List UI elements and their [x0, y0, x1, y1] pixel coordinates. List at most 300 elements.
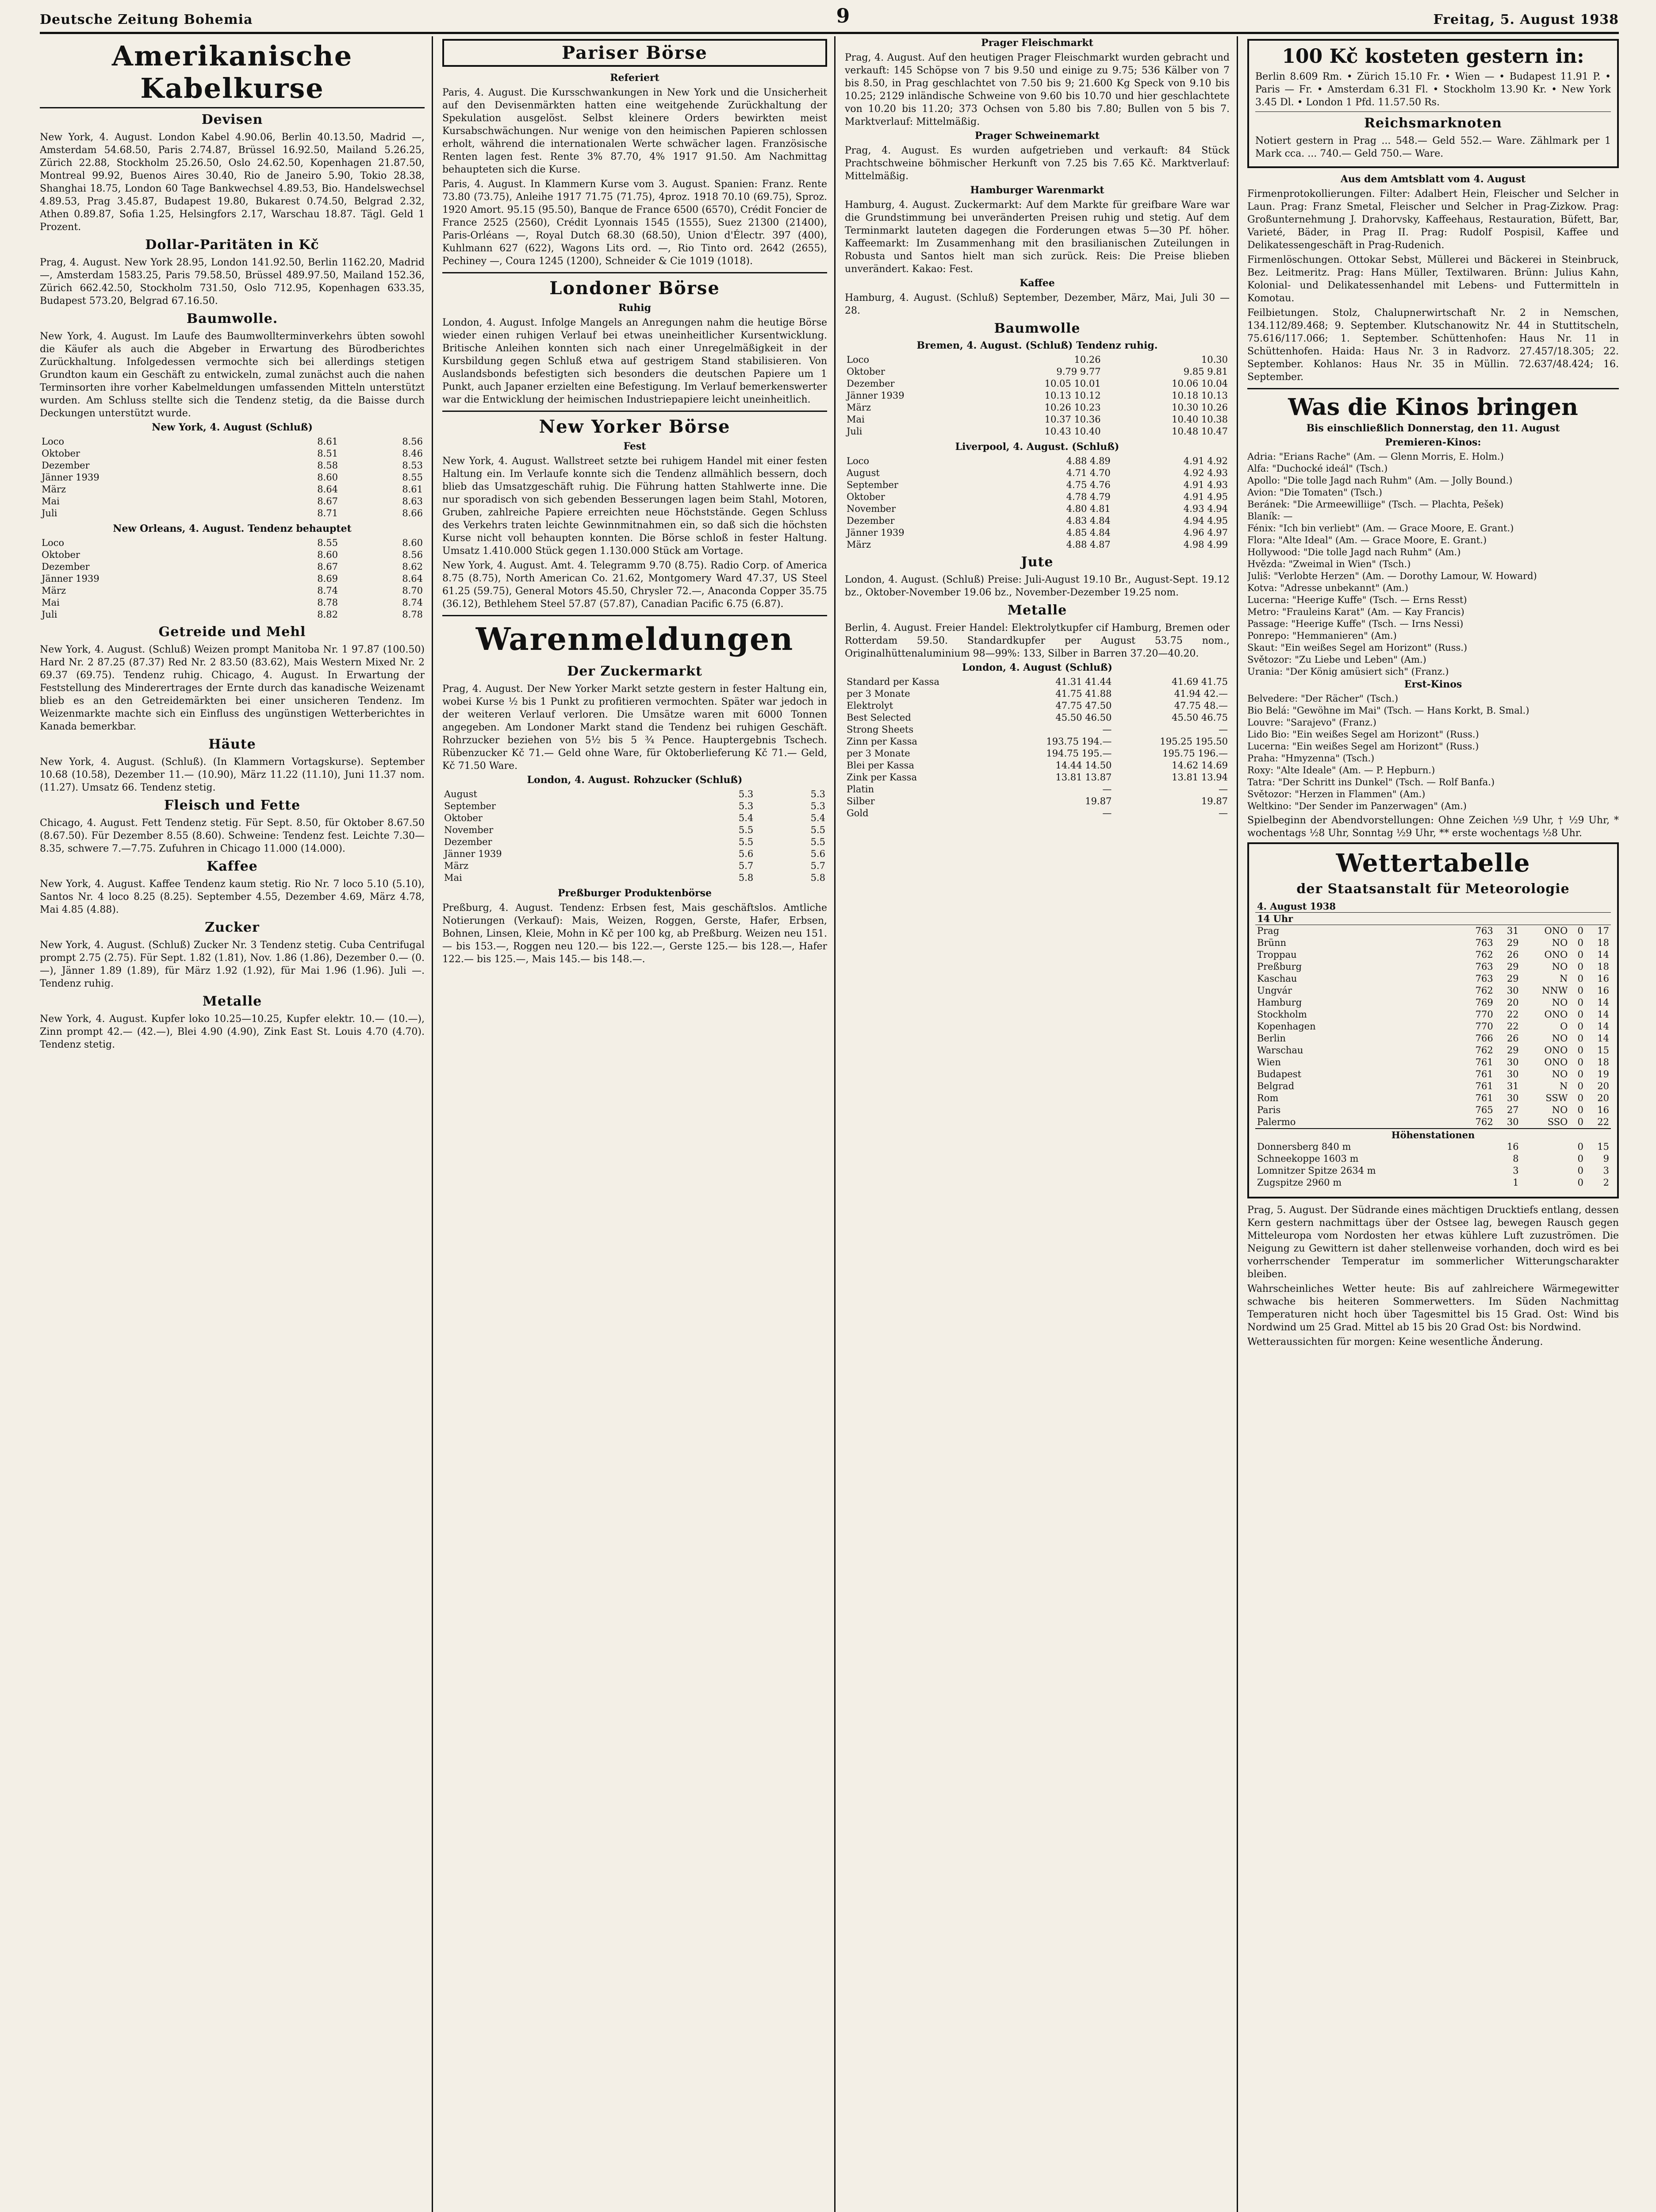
table-cell: O [1560, 1021, 1568, 1032]
table-row [845, 760, 1230, 772]
table-cell: 8.69 [317, 573, 338, 584]
table-cell: Juli [847, 426, 862, 437]
table-cell: Juli [42, 609, 58, 620]
reichsmark-heading: Reichsmarknoten [1364, 115, 1502, 131]
table-cell: Mai [42, 597, 60, 608]
table-cell: 762 [1475, 1045, 1493, 1056]
table-cell: 2 [1603, 1177, 1609, 1188]
table-cell: 8.62 [402, 561, 423, 572]
table-cell: SSO [1547, 1117, 1568, 1127]
table-cell: 30 [1506, 1069, 1519, 1079]
table-cell: 22 [1506, 1009, 1519, 1020]
table-cell: 762 [1475, 949, 1493, 960]
table-cell: 4.83 4.84 [1066, 515, 1111, 526]
table-row [40, 561, 425, 573]
table-cell: 195.25 195.50 [1160, 736, 1228, 747]
table-cell: 4.91 4.95 [1183, 492, 1228, 502]
table-cell: 8.67 [317, 496, 338, 507]
table-cell: November [847, 503, 896, 514]
table-cell: 0 [1577, 1093, 1583, 1103]
table-cell: Preßburg [1257, 961, 1302, 972]
list-item: Alfa: "Duchocké ideál" (Tsch.) [1247, 463, 1388, 474]
table-cell: 5.7 [810, 860, 825, 871]
table-cell: Oktober [444, 813, 483, 823]
divider [442, 411, 827, 412]
table-cell: Oktober [42, 448, 80, 459]
table-cell: 8.55 [317, 538, 338, 548]
table-cell: 0 [1577, 1033, 1583, 1044]
table-cell: — [1219, 724, 1228, 735]
table-cell: August [847, 468, 880, 478]
table-cell: 22 [1597, 1117, 1609, 1127]
column-2 [442, 36, 827, 2212]
table-cell: 1 [1513, 1177, 1519, 1188]
table-row [845, 467, 1230, 479]
table-cell: 4.80 4.81 [1066, 503, 1111, 514]
list-item: Beránek: "Die Armeewilliige" (Tsch. — Plachta, Pešek) [1247, 499, 1504, 510]
column-1 [40, 36, 425, 2212]
table-cell: 10.30 10.26 [1172, 402, 1228, 413]
table-cell: 4.91 4.93 [1183, 480, 1228, 490]
table-row [40, 507, 425, 519]
list-item: Skaut: "Ein weißes Segel am Horizont" (Russ.) [1247, 642, 1468, 653]
table-cell: 5.3 [810, 789, 825, 799]
table-row [442, 800, 827, 812]
table-cell: — [1102, 784, 1112, 795]
table-row [442, 860, 827, 872]
table-row [1255, 1021, 1611, 1033]
table-cell: 0 [1577, 1117, 1583, 1127]
table-row [442, 836, 827, 848]
wetter-time: 14 Uhr [1255, 913, 1459, 925]
table-cell: ONO [1544, 1057, 1568, 1068]
london-rz-table [442, 788, 827, 884]
table-row [1255, 961, 1611, 973]
table-cell: per 3 Monate [847, 748, 910, 759]
table-cell: Jänner 1939 [42, 472, 100, 483]
wetter-table [1255, 900, 1611, 1189]
table-cell: Kopenhagen [1257, 1021, 1316, 1032]
kc-text: Berlin 8.609 Rm. • Zürich 15.10 Fr. • Wien — • Budapest 11.91 P. • Paris — Fr. • Amsterdam 6.31 Fl. • Stockholm 13.90 Kr. • New York 3.45 Dl. • London 1 Pfd. 11.57.50 Rs. [1255, 71, 1611, 108]
table-cell: 22 [1506, 1021, 1519, 1032]
table-cell: ONO [1544, 926, 1568, 936]
table-cell: 47.75 48.— [1174, 700, 1228, 711]
table-row [845, 736, 1230, 748]
list-item: Hvězda: "Zweimal in Wien" (Tsch.) [1247, 559, 1411, 569]
table-cell: Brünn [1257, 937, 1287, 948]
table-cell: 3 [1513, 1165, 1519, 1176]
list-item: Blaník: — [1247, 511, 1293, 522]
list-item: Světozor: "Zu Liebe und Leben" (Am.) [1247, 654, 1426, 665]
table-cell: 4.85 4.84 [1066, 527, 1111, 538]
table-cell: Zugspitze 2960 m [1257, 1177, 1342, 1188]
table-row [845, 783, 1230, 795]
table-row [845, 688, 1230, 700]
hoehen-heading: Höhenstationen [1255, 1129, 1611, 1141]
table-cell: 14.44 14.50 [1055, 760, 1112, 771]
table-cell: 9 [1603, 1153, 1609, 1164]
table-cell: 17 [1597, 926, 1609, 936]
table-cell: 0 [1577, 985, 1583, 996]
table-cell: NO [1552, 961, 1568, 972]
haeute-heading: Häute [208, 737, 256, 752]
kaffee-heading: Kaffee [1020, 277, 1055, 289]
dollar-heading: Dollar-Paritäten in Kč [145, 237, 319, 253]
list-item: Bio Belá: "Gewöhne im Mai" (Tsch. — Hans Korkt, B. Smal.) [1247, 705, 1530, 716]
table-cell: 41.94 42.— [1174, 688, 1228, 699]
table-cell: 770 [1475, 1021, 1493, 1032]
table-row [845, 426, 1230, 438]
list-item: Passage: "Heerige Kuffe" (Tsch. — Irns Nessi) [1247, 618, 1464, 629]
table-cell: Wien [1257, 1057, 1281, 1068]
nyboerse-text-2: New York, 4. August. Amt. 4. Telegramm 9.70 (8.75). Radio Corp. of America 8.75 (8.75), North American Co. 21.62, Montgomery Ward 47.37, US Steel 61.25 (59.75), General Motors 45.50, Chrysler 72.—, Anaconda Copper 35.75 (36.12), Bethlehem Steel 57.87 (57.87), Canadian Pacific 6.75 (6.87). [442, 560, 827, 610]
london-metal-table [845, 676, 1230, 819]
list-item: Weltkino: "Der Sender im Panzerwagen" (Am.) [1247, 801, 1467, 811]
table-cell: 0 [1577, 961, 1583, 972]
table-row [845, 402, 1230, 414]
table-row [845, 712, 1230, 724]
table-cell: 18 [1597, 1057, 1609, 1068]
table-cell: Oktober [847, 366, 885, 377]
nyork-table [40, 436, 425, 519]
table-cell: 0 [1577, 997, 1583, 1008]
table-cell: Strong Sheets [847, 724, 914, 735]
table-cell: 762 [1475, 985, 1493, 996]
table-cell: Kaschau [1257, 973, 1297, 984]
table-cell: 762 [1475, 1117, 1493, 1127]
table-cell: 8.74 [317, 585, 338, 596]
issue-date: Freitag, 5. August 1938 [1433, 12, 1619, 27]
getreide-text: New York, 4. August. (Schluß) Weizen prompt Manitoba Nr. 1 97.87 (100.50) Hard Nr. 2 87.25 (87.37) Red Nr. 2 83.50 (83.62), Mais Western Mixed Nr. 2 69.37 (69.75). Tendenz ruhig. Chicago, 4. August. In Erwartung der Feststellung des Minderertrages der Ernte durch das kanadische Weizenamt blieb es an den Getreidemärkten bei einer unsicheren Tendenz. Im Weizenmarkte machte sich ein Einfluss des ungünstigen Wetterberichtes in Kanada bemerkbar. [40, 644, 425, 732]
hamburger-heading: Hamburger Warenmarkt [970, 184, 1104, 196]
table-cell: 195.75 196.— [1162, 748, 1228, 759]
table-cell: 4.88 4.89 [1066, 456, 1111, 466]
table-cell: Rom [1257, 1093, 1279, 1103]
table-cell: Jänner 1939 [42, 573, 100, 584]
table-cell: März [444, 860, 469, 871]
table-row [845, 539, 1230, 551]
table-cell: per 3 Monate [847, 688, 910, 699]
table-cell: 47.75 47.50 [1055, 700, 1112, 711]
table-row [845, 724, 1230, 736]
table-cell: 29 [1506, 937, 1519, 948]
dollar-text: Prag, 4. August. New York 28.95, London 141.92.50, Berlin 1162.20, Madrid —, Amsterdam 1583.25, Paris 79.58.50, Brüssel 489.97.50, Mailand 152.36, Zürich 662.42.50, Stockholm 731.50, Oslo 712.95, Kopenhagen 633.35, Budapest 573.20, Belgrad 67.16.50. [40, 257, 425, 307]
list-item: Avion: "Die Tomaten" (Tsch.) [1247, 487, 1382, 498]
table-cell: 8.78 [402, 609, 423, 620]
table-cell: 4.96 4.97 [1183, 527, 1228, 538]
table-cell: 10.26 10.23 [1044, 402, 1101, 413]
table-cell: 14 [1597, 1021, 1609, 1032]
zuckermarkt-heading: Der Zuckermarkt [567, 664, 702, 679]
table-cell: Mai [847, 414, 865, 425]
table-row [1255, 973, 1611, 985]
nyboerse-sub: Fest [623, 441, 646, 452]
table-cell: ONO [1544, 949, 1568, 960]
table-cell: 0 [1577, 1165, 1583, 1176]
table-cell: 5.3 [738, 789, 754, 799]
table-cell: NNW [1542, 985, 1568, 996]
table-row [1255, 949, 1611, 961]
table-row [40, 460, 425, 472]
table-cell: 41.69 41.75 [1172, 676, 1228, 687]
table-cell: 0 [1577, 1009, 1583, 1020]
table-cell: NO [1552, 937, 1568, 948]
table-cell: 30 [1506, 985, 1519, 996]
fleischmarkt-text: Prag, 4. August. Auf den heutigen Prager Fleischmarkt wurden gebracht und verkauft: 145 Schöpse von 7 bis 9.50 und einige zu 9.75; 536 Kälber von 7 bis 8.50, in Prag geschlachtet von 7.50 bis 9; 21.600 Kg Speck von 9.10 bis 10.25; 2129 inländische Schweine von 9.60 bis 10.70 und hier geschlachtete von 10.20 bis 11.20; 373 Ochsen von 5.80 bis 7.80; Bullen von 5 bis 7. Marktverlauf: Mittelmäßig. [845, 52, 1230, 127]
table-cell: 10.26 [1074, 354, 1101, 365]
table-row [845, 515, 1230, 527]
table-cell: 5.7 [738, 860, 754, 871]
table-cell: Ungvár [1257, 985, 1292, 996]
fleisch-heading: Fleisch und Fette [164, 798, 301, 813]
divider [442, 272, 827, 273]
pariser-sub: Referiert [610, 72, 659, 84]
table-cell: 20 [1597, 1081, 1609, 1091]
table-cell: 766 [1475, 1033, 1493, 1044]
orleans-table [40, 537, 425, 621]
table-cell: 0 [1577, 1057, 1583, 1068]
list-item: Urania: "Der König amüsiert sich" (Franz.) [1247, 666, 1449, 677]
table-cell: 14 [1597, 1009, 1609, 1020]
zuckermarkt-text: Prag, 4. August. Der New Yorker Markt setzte gestern in fester Haltung ein, wobei Kurse ½ bis 1 Punkt zu profitieren vermochten. Später war jedoch in der weiteren Verlauf verloren. Die Umsätze waren mit 6000 Tonnen angegeben. Am Londoner Markt stand die Tendenz bei ruhigen Geschäft. Rohrzucker beziehen von 5½ bis 5 ¾ Pence. Hauptergebnis Tschech. Rübenzucker Kč 71.— Geld ohne Ware, für Oktoberlieferung Kč 71.— Geld, Kč 71.50 Ware. [442, 684, 827, 772]
table-cell: 8.53 [402, 460, 423, 471]
metalle-heading: Metalle [202, 994, 262, 1009]
table-cell: 0 [1577, 973, 1583, 984]
table-cell: 30 [1506, 1117, 1519, 1127]
table-cell: 41.31 41.44 [1055, 676, 1112, 687]
table-cell: 4.88 4.87 [1066, 539, 1111, 550]
table-cell: Zinn per Kassa [847, 736, 917, 747]
table-cell: 4.91 4.92 [1183, 456, 1228, 466]
table-cell: 31 [1506, 1081, 1519, 1091]
table-row [845, 700, 1230, 712]
haeute-text: New York, 4. August. (Schluß). (In Klammern Vortagskurse). September 10.68 (10.58), Dezember 11.— (10.90), März 11.22 (11.10), Juni 11.37 nom. (11.27). Umsatz 66. Tendenz stetig. [40, 757, 425, 793]
table-cell: Dezember [847, 378, 895, 389]
table-row [1255, 1056, 1611, 1068]
devisen-text: New York, 4. August. London Kabel 4.90.06, Berlin 40.13.50, Madrid —, Amsterdam 54.68.50, Paris 2.74.87, Brüssel 16.92.50, Mailand 5.26.25, Zürich 22.88, Stockholm 25.26.50, Oslo 24.62.50, Kopenhagen 21.87.50, Montreal 99.92, Buenos Aires 30.40, Rio de Janeiro 5.90, Tokio 28.38, Shanghai 18.75, London 60 Tage Bankwechsel 4.89.53, Bio. Handelswechsel 4.89.53, Prag 3.45.87, Budapest 19.80, Bukarest 0.74.50, Belgrad 2.32, Athen 0.89.87, Sofia 1.25, Helsingfors 2.17, Warschau 18.87. Tägl. Geld 1 Prozent. [40, 132, 425, 233]
table-cell: 8.55 [402, 472, 423, 483]
table-cell: 29 [1506, 973, 1519, 984]
table-row [40, 448, 425, 460]
table-cell: 20 [1506, 997, 1519, 1008]
wetter-box [1247, 842, 1619, 1198]
table-row [442, 788, 827, 800]
metalle-heading: Metalle [1007, 603, 1067, 618]
getreide-heading: Getreide und Mehl [158, 624, 306, 640]
table-cell: 0 [1577, 1177, 1583, 1188]
table-row [845, 676, 1230, 688]
kinos-sub-2: Premieren-Kinos: [1385, 437, 1481, 448]
list-item: Roxy: "Alte Ideale" (Am. — P. Hepburn.) [1247, 765, 1435, 776]
table-cell: NO [1552, 997, 1568, 1008]
table-cell: 5.6 [810, 849, 825, 859]
table-cell: November [444, 825, 494, 835]
table-cell: 8.56 [402, 549, 423, 560]
table-cell: Platin [847, 784, 874, 795]
table-cell: 10.40 10.38 [1172, 414, 1228, 425]
table-cell: 9.85 9.81 [1183, 366, 1228, 377]
londoner-text: London, 4. August. Infolge Mangels an Anregungen nahm die heutige Börse wieder einen ruhigen Verlauf bei etwas uneinheitlicher Kursentwicklung. Britische Anleihen konnten sich nach einer Unregelmäßigkeit in der Kursbildung gegen Schluß etwa auf gestrigem Stand stabilisieren. Von Auslandsbonds befestigten sich besonders die deutschen Papiere um 1 Punkt, auch Japaner erzielten eine Befestigung. Im Verlauf bemerkenswerter war die Entwicklung der heimischen Industriepapiere leicht uneinheitlich. [442, 317, 827, 405]
nyork-head: New York, 4. August (Schluß) [152, 422, 313, 433]
table-cell: 0 [1577, 949, 1583, 960]
table-cell: Loco [847, 456, 869, 466]
table-cell [1521, 1141, 1570, 1153]
table-cell [1459, 1141, 1495, 1153]
pariser-box [442, 39, 827, 67]
table-cell: Oktober [42, 549, 80, 560]
table-row [40, 436, 425, 448]
wahrsch-text: Wahrscheinliches Wetter heute: Bis auf zahlreichere Wärmegewitter schwache bis heiteren Sommerwetters. Im Süden Nachmittag Temperaturen nicht hoch über Tagesmittel bis 15 Grad. Ost: Wind bis Nordwind um 25 Grad. Mittel ab 15 bis 20 Grad Ost: bis Nordwind. [1247, 1283, 1619, 1333]
table-cell: 26 [1506, 949, 1519, 960]
feilbiet-text: Feilbietungen. Stolz, Chalupnerwirtschaft Nr. 2 in Nemschen, 134.112/89.468; 9. September. Klutschanowitz Nr. 44 in Stuttitscheln, 75.616/117.066; 1. September. Schüttenhofen: Haus Nr. 11 in Schüttenhofen. Haida: Haus Nr. 3 in Radvorz. 27.457/18.305; 22. September. Kohlanos: Haus Nr. 35 in Müllin. 72.637/48.424; 16. September. [1247, 307, 1619, 383]
table-cell: 0 [1577, 1069, 1583, 1079]
table-cell: 0 [1577, 1045, 1583, 1056]
table-row [845, 455, 1230, 467]
table-cell: Donnersberg 840 m [1257, 1141, 1351, 1152]
table-cell: Jänner 1939 [444, 849, 502, 859]
table-cell: 20 [1597, 1093, 1609, 1103]
wetter-headline: Wettertabelle [1336, 849, 1530, 878]
list-item: Belvedere: "Der Rächer" (Tsch.) [1247, 693, 1399, 704]
table-cell: Oktober [847, 492, 885, 502]
table-cell: September [444, 801, 496, 811]
baumwolle-heading: Baumwolle. [186, 311, 278, 326]
table-cell: 761 [1475, 1093, 1493, 1103]
table-cell: 3 [1603, 1165, 1609, 1176]
londoner-sub: Ruhig [618, 302, 651, 314]
table-cell: 18 [1597, 937, 1609, 948]
table-cell: 4.93 4.94 [1183, 503, 1228, 514]
table-row [40, 597, 425, 609]
schweinemarkt-text: Prag, 4. August. Es wurden aufgetrieben und verkauft: 84 Stück Prachtschweine böhmischer Herkunft von 7.25 bis 7.65 Kč. Marktverlauf: Mittelmäßig. [845, 145, 1230, 182]
table-cell: 15 [1597, 1141, 1609, 1152]
table-cell: — [1102, 808, 1112, 818]
table-row [1255, 997, 1611, 1009]
table-row [442, 824, 827, 836]
page-number: 9 [836, 5, 850, 27]
bremen-table [845, 354, 1230, 438]
table-cell: Hamburg [1257, 997, 1302, 1008]
table-row [845, 795, 1230, 807]
column-divider [432, 36, 433, 2212]
table-cell: 8.63 [402, 496, 423, 507]
list-item: Adria: "Erians Rache" (Am. — Glenn Morris, E. Holm.) [1247, 451, 1504, 462]
list-item: Louvre: "Sarajevo" (Franz.) [1247, 717, 1376, 728]
list-item: Metro: "Frauleins Karat" (Am. — Kay Francis) [1247, 607, 1464, 617]
table-cell: 761 [1475, 1069, 1493, 1079]
table-cell: 0 [1577, 1153, 1583, 1164]
table-cell [1521, 1165, 1570, 1177]
column-divider [834, 36, 836, 2212]
table-row [845, 527, 1230, 539]
table-cell [1459, 1177, 1495, 1189]
pressburg-heading: Preßburger Produktenbörse [557, 887, 712, 899]
zucker-text: New York, 4. August. (Schluß) Zucker Nr. 3 Tendenz stetig. Cuba Centrifugal prompt 2.75 (2.75). Für Sept. 1.82 (1.81), Nov. 1.86 (1.86), Dezember 0.— (0.—), Jänner 1.89 (1.89), für März 1.92 (1.92), für Mai 1.96 (1.96). Juli —. Tendenz ruhig. [40, 940, 425, 989]
table-cell: 4.78 4.79 [1066, 492, 1111, 502]
table-cell: 761 [1475, 1081, 1493, 1091]
table-cell: 13.81 13.87 [1055, 772, 1112, 783]
table-cell: 14.62 14.69 [1172, 760, 1228, 771]
table-cell: 8.46 [402, 448, 423, 459]
table-cell: 10.18 10.13 [1172, 390, 1228, 401]
table-cell: 8.56 [402, 436, 423, 447]
list-item: Světozor: "Herzen in Flammen" (Am.) [1247, 789, 1426, 799]
list-item: Juliš: "Verlobte Herzen" (Am. — Dorothy Lamour, W. Howard) [1247, 571, 1537, 581]
table-row [40, 573, 425, 585]
list-item: Apollo: "Die tolle Jagd nach Ruhm" (Am. — Jolly Bound.) [1247, 475, 1513, 486]
table-cell: — [1219, 784, 1228, 795]
table-cell: 14 [1597, 997, 1609, 1008]
table-cell: 5.4 [738, 813, 754, 823]
table-cell: 765 [1475, 1105, 1493, 1115]
table-cell: 18 [1597, 961, 1609, 972]
table-row [442, 812, 827, 824]
wetter-text: Prag, 5. August. Der Südrande eines mächtigen Drucktiefs entlang, dessen Kern gestern nachmittags über der Ostsee lag, bewegen Rausch gegen Mitteleuropa vom Nordosten her etwas kühlere Luft zuzuströmen. Die Neigung zu Gewittern ist daher stellenweise vorhanden, doch wird es bei vorherrschender Temperatur im sommerlicher Witterungscharakter bleiben. [1247, 1205, 1619, 1280]
table-cell: 8.71 [317, 508, 338, 518]
table-cell: 29 [1506, 1045, 1519, 1056]
amtsblatt-text: Firmenprotokollierungen. Filter: Adalbert Hein, Fleischer und Selcher in Laun. Prag: Franz Smetal, Fleischer und Selcher in Prag-Zizkow. Prag: Großunternehmung J. Drahorvsky, Kaffeehaus, Restauration, Büfett, Bar, Varieté, Bäder, in Prag II. Prag: Rudolf Pospisil, Kaffee und Delikatessengeschäft in Prag-Rudenich. [1247, 188, 1619, 251]
table-cell: Mai [42, 496, 60, 507]
column-4 [1247, 36, 1619, 2212]
wetter-date: 4. August 1938 [1255, 900, 1459, 913]
amtsblatt-heading: Aus dem Amtsblatt vom 4. August [1340, 173, 1526, 185]
table-cell: 763 [1475, 937, 1493, 948]
zucker-heading: Zucker [205, 920, 260, 935]
table-cell: 8 [1513, 1153, 1519, 1164]
list-item: Lido Bio: "Ein weißes Segel am Horizont" (Russ.) [1247, 729, 1479, 740]
table-cell: 10.05 10.01 [1044, 378, 1101, 389]
table-cell: Paris [1257, 1105, 1281, 1115]
table-row [1255, 1080, 1611, 1092]
table-row [845, 748, 1230, 760]
table-row [40, 537, 425, 549]
table-cell: 30 [1506, 1093, 1519, 1103]
table-cell: 19 [1597, 1069, 1609, 1079]
paper-name: Deutsche Zeitung Bohemia [40, 12, 253, 27]
list-item: Lucerna: "Heerige Kuffe" (Tsch. — Erns Resst) [1247, 595, 1467, 605]
table-row [1255, 985, 1611, 997]
table-row [1255, 1177, 1611, 1189]
table-row [845, 354, 1230, 366]
table-cell: Loco [42, 538, 64, 548]
table-cell: März [847, 402, 871, 413]
nyboerse-text: New York, 4. August. Wallstreet setzte bei ruhigem Handel mit einer festen Haltung ein. Im Verlaufe konnte sich die Tendenz allmählich bessern, doch blieb das Umsatzgeschäft ruhig. Die Führung hatten Stahlwerte inne. Die nur sporadisch von sich gebenden Besserungen lagen beim Stahl, Motoren, Gruben, zahlreiche Papiere erreichten neue Höchststände. Gegen Schluss des Verkehrs traten leichte Gewinnmitnahmen ein, so daß sich die höchsten Kurse nicht voll behaupten konnten. Die Börse schloß in fester Haltung. Umsatz 1.410.000 Stück gegen 1.130.000 Stück am Vortage. [442, 456, 827, 557]
table-row [845, 390, 1230, 402]
masthead [40, 0, 1619, 34]
table-cell: Dezember [42, 561, 90, 572]
table-cell: 8.61 [402, 484, 423, 495]
firmen-text: Firmenlöschungen. Ottokar Sebst, Müllerei und Bäckerei in Steinbruck, Bez. Leitmeritz. Prag: Hans Müller, Textilwaren. Brünn: Julius Kahn, Kolonial- und Delikatessenhandel mit Lebens- und Futtermitteln in Komotau. [1247, 254, 1619, 304]
table-cell: — [1102, 724, 1112, 735]
table-cell: Zink per Kassa [847, 772, 917, 783]
table-cell: 5.4 [810, 813, 825, 823]
kc-headline: 100 Kč kosteten gestern in: [1282, 45, 1584, 68]
liverpool-head: Liverpool, 4. August. (Schluß) [955, 441, 1119, 453]
table-cell: Budapest [1257, 1069, 1302, 1079]
table-cell: Juli [42, 508, 58, 518]
table-cell: Schneekoppe 1603 m [1257, 1153, 1359, 1164]
table-row [40, 484, 425, 495]
table-cell: 41.75 41.88 [1055, 688, 1112, 699]
table-cell [1459, 1165, 1495, 1177]
table-cell: 5.5 [810, 825, 825, 835]
table-cell: Jänner 1939 [847, 390, 905, 401]
erst-list [1247, 693, 1619, 812]
kaffee-text: Hamburg, 4. August. (Schluß) September, Dezember, März, Mai, Juli 30 — 28. [845, 292, 1230, 316]
table-cell: 4.71 4.70 [1066, 468, 1111, 478]
kinos-sub: Bis einschließlich Donnerstag, den 11. August [1306, 422, 1560, 434]
list-item: Lucerna: "Ein weißes Segel am Horizont" (Russ.) [1247, 741, 1479, 752]
